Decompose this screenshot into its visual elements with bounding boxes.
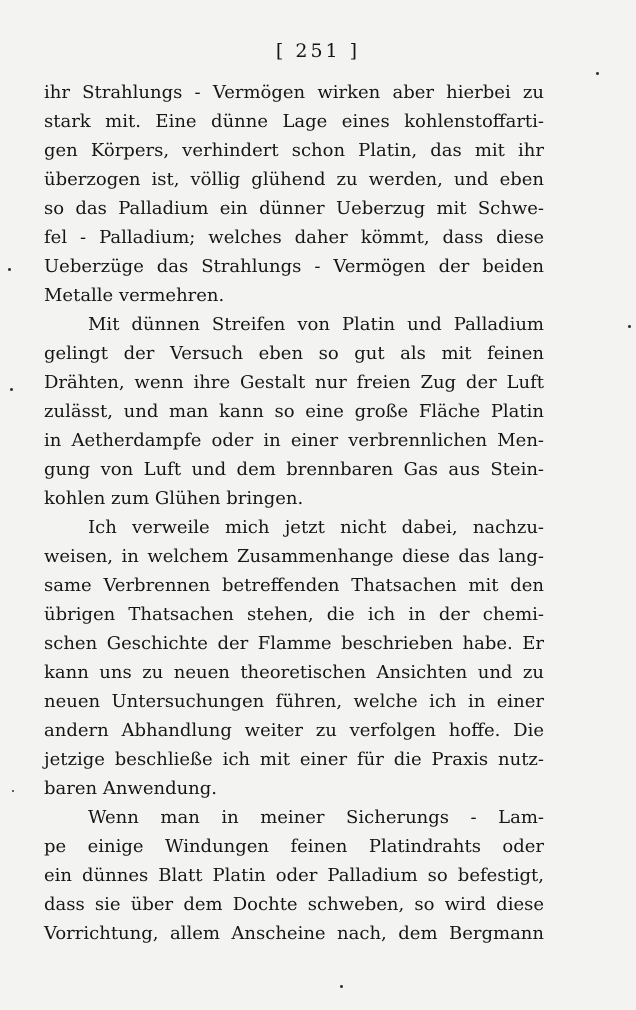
text-line: ein dünnes Blatt Platin oder Palladium so befestigt,: [44, 865, 544, 886]
text-line: andern Abhandlung weiter zu verfolgen hoffe. Die: [44, 720, 544, 741]
text-line: überzogen ist, völlig glühend zu werden, und eben: [44, 169, 544, 190]
scan-speck: [596, 72, 599, 75]
text-line: gen Körpers, verhindert schon Platin, das mit ihr: [44, 140, 544, 161]
text-line: ihr Strahlungs - Vermögen wirken aber hierbei zu: [44, 82, 544, 103]
text-line: Drähten, wenn ihre Gestalt nur freien Zug der Luft: [44, 372, 544, 393]
text-line: zulässt, und man kann so eine große Fläche Platin: [44, 401, 544, 422]
text-line: weisen, in welchem Zusammenhange diese das lang-: [44, 546, 544, 567]
text-line: Mit dünnen Streifen von Platin und Palladium: [88, 314, 544, 335]
text-line: fel - Palladium; welches daher kömmt, dass diese: [44, 227, 544, 248]
text-line: schen Geschichte der Flamme beschrieben habe. Er: [44, 633, 544, 654]
scan-speck: [340, 985, 343, 988]
text-line: gelingt der Versuch eben so gut als mit feinen: [44, 343, 544, 364]
text-line: Wenn man in meiner Sicherungs - Lam-: [88, 807, 544, 828]
text-line: stark mit. Eine dünne Lage eines kohlenstoffarti-: [44, 111, 544, 132]
page-number: [ 251 ]: [275, 40, 361, 62]
text-line: neuen Untersuchungen führen, welche ich in einer: [44, 691, 544, 712]
text-line: baren Anwendung.: [44, 778, 218, 799]
text-line: same Verbrennen betreffenden Thatsachen mit den: [44, 575, 544, 596]
text-line: jetzige beschließe ich mit einer für die Praxis nutz-: [44, 749, 544, 770]
text-line: Metalle vermehren.: [44, 285, 225, 306]
text-line: dass sie über dem Dochte schweben, so wird diese: [44, 894, 544, 915]
text-line: in Aetherdampfe oder in einer verbrennlichen Men-: [44, 430, 544, 451]
text-line: kann uns zu neuen theoretischen Ansichten und zu: [44, 662, 544, 683]
scan-speck: [10, 388, 13, 391]
scan-speck: [8, 268, 11, 271]
text-line: Ueberzüge das Strahlungs - Vermögen der beiden: [44, 256, 544, 277]
text-line: kohlen zum Glühen bringen.: [44, 488, 304, 509]
text-line: übrigen Thatsachen stehen, die ich in der chemi-: [44, 604, 544, 625]
scan-speck: [12, 790, 14, 792]
text-line: pe einige Windungen feinen Platindrahts oder: [44, 836, 544, 857]
text-line: Vorrichtung, allem Anscheine nach, dem Bergmann: [44, 923, 544, 944]
text-line: Ich verweile mich jetzt nicht dabei, nachzu-: [88, 517, 544, 538]
text-line: so das Palladium ein dünner Ueberzug mit Schwe-: [44, 198, 544, 219]
body-text: [44, 78, 544, 948]
scan-speck: [628, 325, 631, 328]
text-line: gung von Luft und dem brennbaren Gas aus Stein-: [44, 459, 544, 480]
